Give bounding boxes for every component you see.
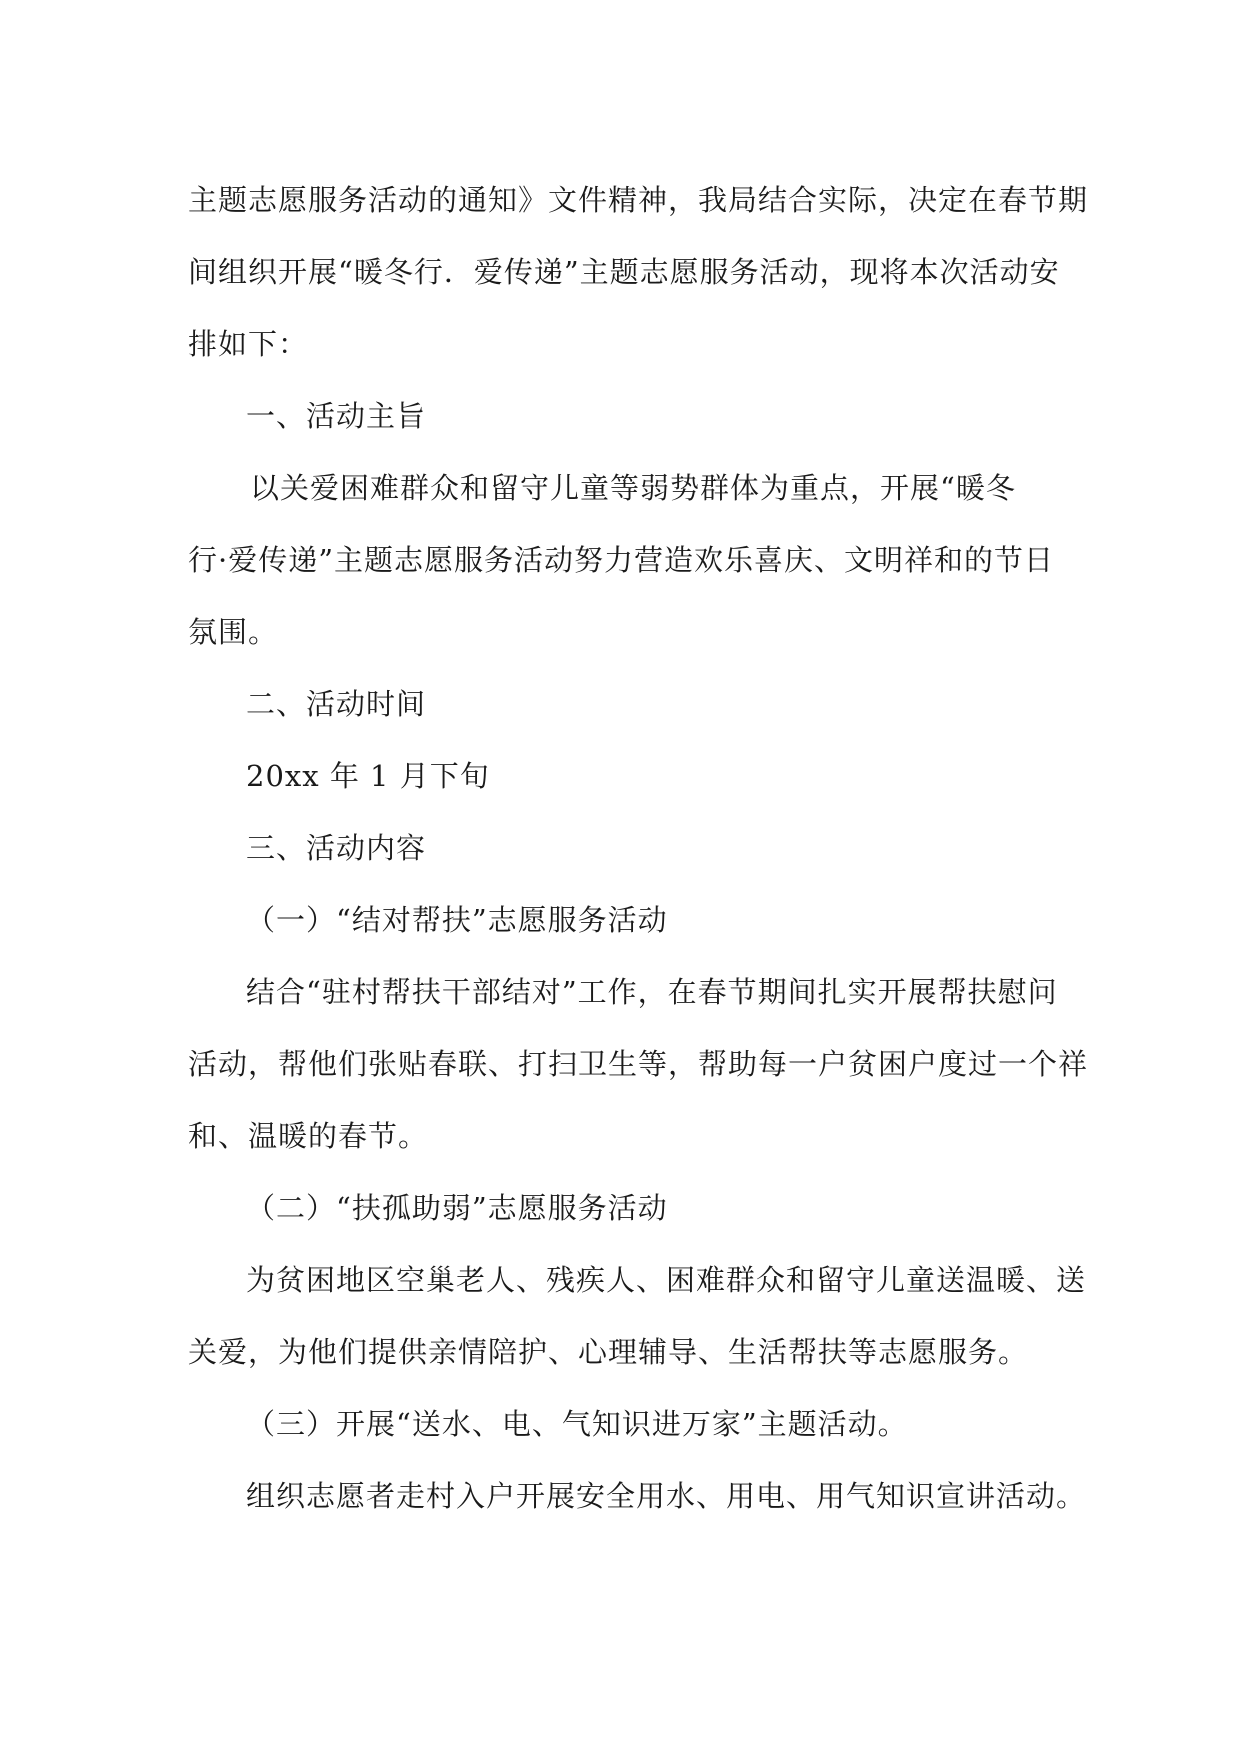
paragraph-line: 氛围。 xyxy=(188,615,279,649)
paragraph-line: 行·爱传递”主题志愿服务活动努力营造欢乐喜庆、文明祥和的节日 xyxy=(188,543,1055,577)
section-heading: 三、活动内容 xyxy=(246,831,427,865)
subsection-heading: （三）开展“送水、电、气知识进万家”主题活动。 xyxy=(246,1407,908,1441)
section-heading: 一、活动主旨 xyxy=(246,399,427,433)
section-heading: 二、活动时间 xyxy=(246,687,427,721)
paragraph-line: 为贫困地区空巢老人、残疾人、困难群众和留守儿童送温暖、送 xyxy=(246,1263,1087,1297)
paragraph-line: 关爱，为他们提供亲情陪护、心理辅导、生活帮扶等志愿服务。 xyxy=(188,1335,1029,1369)
paragraph-line: 组织志愿者走村入户开展安全用水、用电、用气知识宣讲活动。 xyxy=(246,1479,1087,1513)
paragraph-line: 活动，帮他们张贴春联、打扫卫生等，帮助每一户贫困户度过一个祥 xyxy=(188,1047,1089,1081)
paragraph-line: 和、温暖的春节。 xyxy=(188,1119,429,1153)
paragraph-line: 主题志愿服务活动的通知》文件精神，我局结合实际，决定在春节期 xyxy=(188,183,1089,217)
subsection-heading: （二）“扶孤助弱”志愿服务活动 xyxy=(246,1191,668,1225)
subsection-heading: （一）“结对帮扶”志愿服务活动 xyxy=(246,903,668,937)
paragraph-line: 间组织开展“暖冬行．爱传递”主题志愿服务活动，现将本次活动安 xyxy=(188,255,1060,289)
paragraph-line: 20xx 年 1 月下旬 xyxy=(246,759,490,793)
paragraph-line: 结合“驻村帮扶干部结对”工作，在春节期间扎实开展帮扶慰问 xyxy=(246,975,1058,1009)
paragraph-line: 排如下： xyxy=(188,327,309,361)
paragraph-line: 以关爱困难群众和留守儿童等弱势群体为重点，开展“暖冬 xyxy=(250,471,1016,505)
